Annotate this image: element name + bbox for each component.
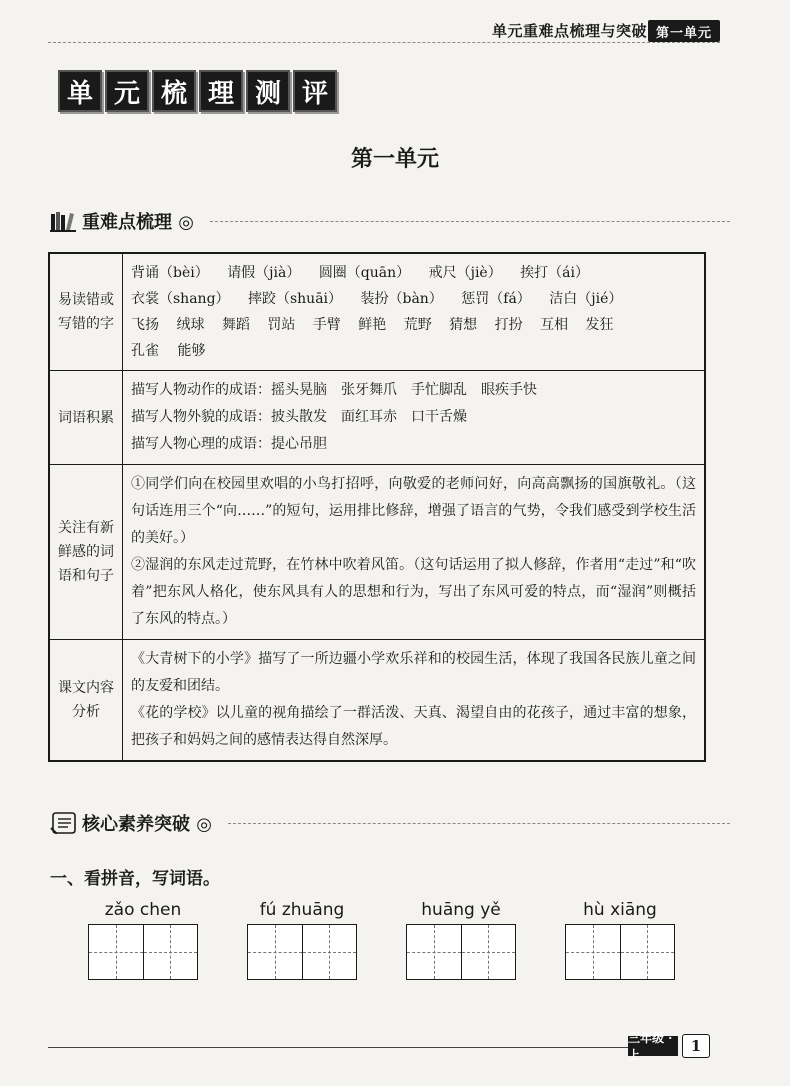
book-icon <box>50 210 76 232</box>
writing-box[interactable] <box>462 924 517 980</box>
idiom-line: 描写人物动作的成语：摇头晃脑 张牙舞爪 手忙脚乱 眼疾手快 <box>131 382 537 398</box>
word-line <box>131 286 696 312</box>
section-title: 核心素养突破 ◎ <box>82 814 212 835</box>
word: 猜想 <box>449 317 478 333</box>
row-content <box>123 640 706 762</box>
row-content <box>123 253 706 371</box>
summary-table <box>48 252 706 762</box>
writing-boxes <box>247 924 357 980</box>
table-row <box>49 640 705 762</box>
word: 孔雀 <box>131 343 159 359</box>
pinyin-label: huāng yě <box>421 900 501 920</box>
idiom-line: 描写人物外貌的成语：披头散发 面红耳赤 口干舌燥 <box>131 409 467 425</box>
unit-title: 第一单元 <box>350 147 439 172</box>
row-label: 词语积累 <box>49 371 123 465</box>
word: 鲜艳 <box>358 317 387 333</box>
writing-box[interactable] <box>144 924 199 980</box>
banner-char: 评 <box>293 70 337 112</box>
row-label: 课文内容分析 <box>49 640 123 762</box>
writing-box[interactable] <box>303 924 358 980</box>
footer-rule <box>48 1047 668 1048</box>
word: 荒野 <box>403 317 432 333</box>
banner-char: 理 <box>199 70 243 112</box>
section-title: 重难点梳理 ◎ <box>82 212 194 233</box>
word: 飞扬 <box>131 317 159 333</box>
row-label: 易读错或写错的字 <box>49 253 123 371</box>
pinyin-label: zǎo chen <box>104 900 182 920</box>
banner-char: 测 <box>246 70 290 112</box>
banner-char: 梳 <box>152 70 196 112</box>
table-row <box>49 465 705 640</box>
page-number: 1 <box>682 1034 710 1058</box>
banner-char: 元 <box>105 70 149 112</box>
word: 圆圈（quān） <box>318 265 411 281</box>
word: 惩罚（fá） <box>461 291 531 307</box>
table-row <box>49 253 705 371</box>
writing-box[interactable] <box>247 924 303 980</box>
header-rule <box>48 42 720 43</box>
row-label: 关注有新鲜感的词语和句子 <box>49 465 123 640</box>
word: 能够 <box>177 343 206 359</box>
writing-boxes <box>88 924 198 980</box>
word: 洁白（jié） <box>549 291 623 307</box>
sentence-paragraph: ①同学们向在校园里欢唱的小鸟打招呼，向敬爱的老师问好，向高高飘扬的国旗敬礼。（这句话连用三个“向……”的短句，运用排比修辞，增强了语言的气势，令我们感受到学校生活的美好。） <box>131 476 696 546</box>
scroll-icon <box>50 812 76 834</box>
word-line <box>131 338 696 364</box>
word: 发狂 <box>585 317 614 333</box>
section-heading-key-points <box>50 208 730 234</box>
word-line <box>131 312 696 338</box>
word: 打扮 <box>494 317 523 333</box>
word: 挨打（ái） <box>520 265 589 281</box>
writing-box[interactable] <box>621 924 676 980</box>
analysis-paragraph: 《花的学校》以儿童的视角描绘了一群活泼、天真、渴望自由的花孩子，通过丰富的想象，把孩子和妈妈之间的感情表达得自然深厚。 <box>131 705 696 748</box>
word: 装扮（bàn） <box>360 291 443 307</box>
pinyin-writing-group <box>247 900 357 980</box>
writing-boxes <box>565 924 675 980</box>
grade-badge: 三年级 · 上 <box>628 1036 678 1056</box>
word: 背诵（bèi） <box>131 265 209 281</box>
header-title: 单元重难点梳理与突破 <box>492 22 648 40</box>
word: 衣裳（shang） <box>131 291 230 307</box>
word: 绒球 <box>176 317 205 333</box>
table-row <box>49 371 705 465</box>
word: 互相 <box>540 317 569 333</box>
word: 手臂 <box>312 317 341 333</box>
section-heading-core-literacy <box>50 810 730 836</box>
word: 罚站 <box>267 317 296 333</box>
question-title: 一、看拼音，写词语。 <box>50 869 220 889</box>
word-line <box>131 260 696 286</box>
word: 舞蹈 <box>221 317 250 333</box>
header-badge: 第一单元 <box>648 20 720 42</box>
heading-rule <box>228 823 730 824</box>
row-content <box>123 371 706 465</box>
writing-box[interactable] <box>406 924 462 980</box>
sentence-paragraph: ②湿润的东风走过荒野，在竹林中吹着风笛。（这句话运用了拟人修辞，作者用“走过”和“吹着”把东风人格化，使东风具有人的思想和行为，写出了东风可爱的特点，而“湿润”则概括了东风的特点。） <box>131 557 696 627</box>
word: 戒尺（jiè） <box>428 265 502 281</box>
analysis-paragraph: 《大青树下的小学》描写了一所边疆小学欢乐祥和的校园生活，体现了我国各民族儿童之间的友爱和团结。 <box>131 651 696 694</box>
pinyin-label: fú zhuāng <box>259 900 345 920</box>
writing-box[interactable] <box>88 924 144 980</box>
banner-char: 单 <box>58 70 102 112</box>
pinyin-writing-group <box>565 900 675 980</box>
writing-boxes <box>406 924 516 980</box>
writing-box[interactable] <box>565 924 621 980</box>
section-banner <box>58 70 337 112</box>
pinyin-writing-group <box>88 900 198 980</box>
row-content <box>123 465 706 640</box>
word: 摔跤（shuāi） <box>247 291 343 307</box>
pinyin-label: hù xiāng <box>583 900 657 920</box>
pinyin-writing-group <box>406 900 516 980</box>
word: 请假（jià） <box>227 265 301 281</box>
idiom-line: 描写人物心理的成语：提心吊胆 <box>131 436 327 452</box>
heading-rule <box>210 221 730 222</box>
